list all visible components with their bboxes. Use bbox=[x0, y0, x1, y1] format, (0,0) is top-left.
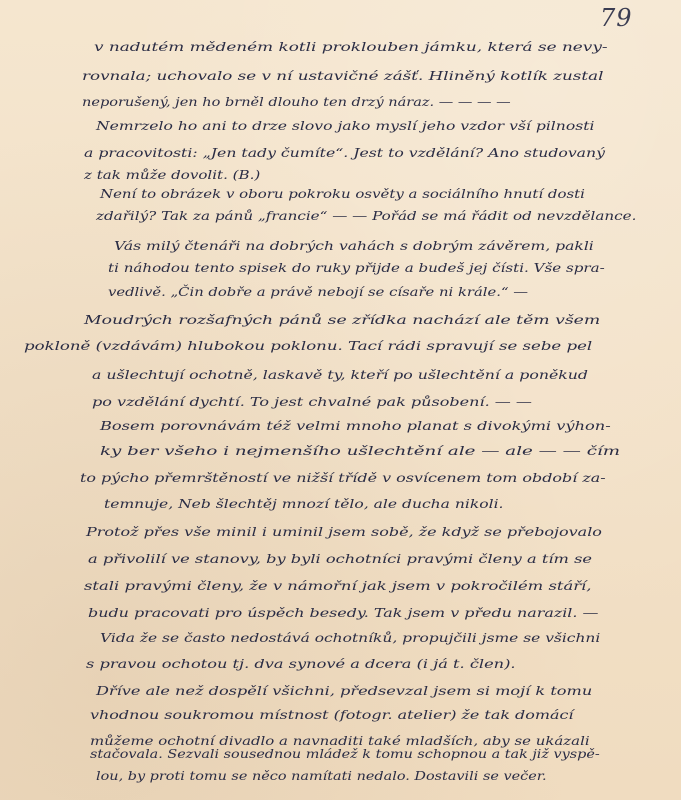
manuscript-line: lou, by proti tomu se něco namítati nedalo. Dostavili se večer. bbox=[96, 768, 547, 783]
manuscript-line: temnuje, Neb šlechtěj mnozí tělo, ale ducha nikoli. bbox=[104, 496, 504, 511]
manuscript-line: to pýcho přemrštěností ve nižší třídě v osvícenem tom období za- bbox=[80, 470, 606, 485]
manuscript-line: v nadutém mědeném kotli proklouben jámku, která se nevy- bbox=[94, 39, 608, 54]
manuscript-line: neporušený, jen ho brněl dlouho ten drzý náraz. — — — — bbox=[82, 94, 511, 109]
manuscript-line: s pravou ochotou tj. dva synové a dcera (i já t. člen). bbox=[86, 656, 516, 671]
manuscript-line: rovnala; uchovalo se v ní ustavičné zášť. Hliněný kotlík zustal bbox=[82, 68, 604, 83]
manuscript-line: a ušlechtují ochotně, laskavě ty, kteří po ušlechtění a poněkud bbox=[92, 367, 589, 382]
manuscript-line: po vzdělání dychtí. To jest chvalné pak působení. — — bbox=[92, 394, 532, 409]
manuscript-line: zdařilý? Tak za pánů „francie“ — — Pořád se má řádit od nevzdělance. bbox=[96, 208, 637, 223]
manuscript-line: Moudrých rozšafných pánů se zřídka nachází ale těm všem bbox=[84, 312, 601, 327]
manuscript-line: Dříve ale než dospělí všichni, předsevzal jsem si mojí k tomu bbox=[96, 683, 593, 698]
manuscript-line: Není to obrázek v oboru pokroku osvěty a sociálního hnutí dosti bbox=[100, 186, 585, 201]
manuscript-line: Vás milý čtenáři na dobrých vahách s dobrým závěrem, pakli bbox=[114, 238, 594, 253]
manuscript-line: Vida že se často nedostává ochotníků, propujčili jsme se všichni bbox=[100, 630, 601, 645]
manuscript-line: stačovala. Sezvali sousednou mládež k tomu schopnou a tak již vyspě- bbox=[90, 746, 600, 761]
manuscript-line: pokloně (vzdávám) hlubokou poklonu. Tací rádi spravují se sebe pel bbox=[24, 338, 593, 353]
page-number: 79 bbox=[600, 4, 633, 32]
manuscript-line: Nemrzelo ho ani to drze slovo jako myslí jeho vzdor vší pilnosti bbox=[96, 118, 595, 133]
manuscript-line: Bosem porovnávám též velmi mnoho planat s divokými výhon- bbox=[100, 418, 611, 433]
manuscript-line: ti náhodou tento spisek do ruky přijde a budeš jej čísti. Vše spra- bbox=[108, 260, 605, 275]
manuscript-line: a přivolilí ve stanovy, by byli ochotníci pravými členy a tím se bbox=[88, 551, 593, 566]
manuscript-line: a pracovitosti: „Jen tady čumíte“. Jest to vzdělání? Ano studovaný bbox=[84, 145, 605, 160]
manuscript-line: Protož přes vše minil i uminil jsem sobě, že když se přebojovalo bbox=[86, 524, 602, 539]
manuscript-line: můžeme ochotní divadlo a navnaditi také mladších, aby se ukázali bbox=[90, 733, 590, 748]
manuscript-line: vedlivě. „Čin dobře a právě nebojí se císaře ni krále.“ — bbox=[108, 284, 529, 299]
manuscript-line: stali pravými členy, že v námořní jak jsem v pokročilém stáří, bbox=[84, 578, 592, 593]
manuscript-line: ky ber všeho i nejmenšího ušlechtění ale — ale — — čím bbox=[100, 443, 621, 458]
manuscript-line: vhodnou soukromou místnost (fotogr. atelier) že tak domácí bbox=[90, 707, 574, 722]
manuscript-line: z tak může dovolit. (B.) bbox=[84, 167, 261, 182]
manuscript-line: budu pracovati pro úspěch besedy. Tak jsem v předu narazil. — bbox=[88, 605, 599, 620]
